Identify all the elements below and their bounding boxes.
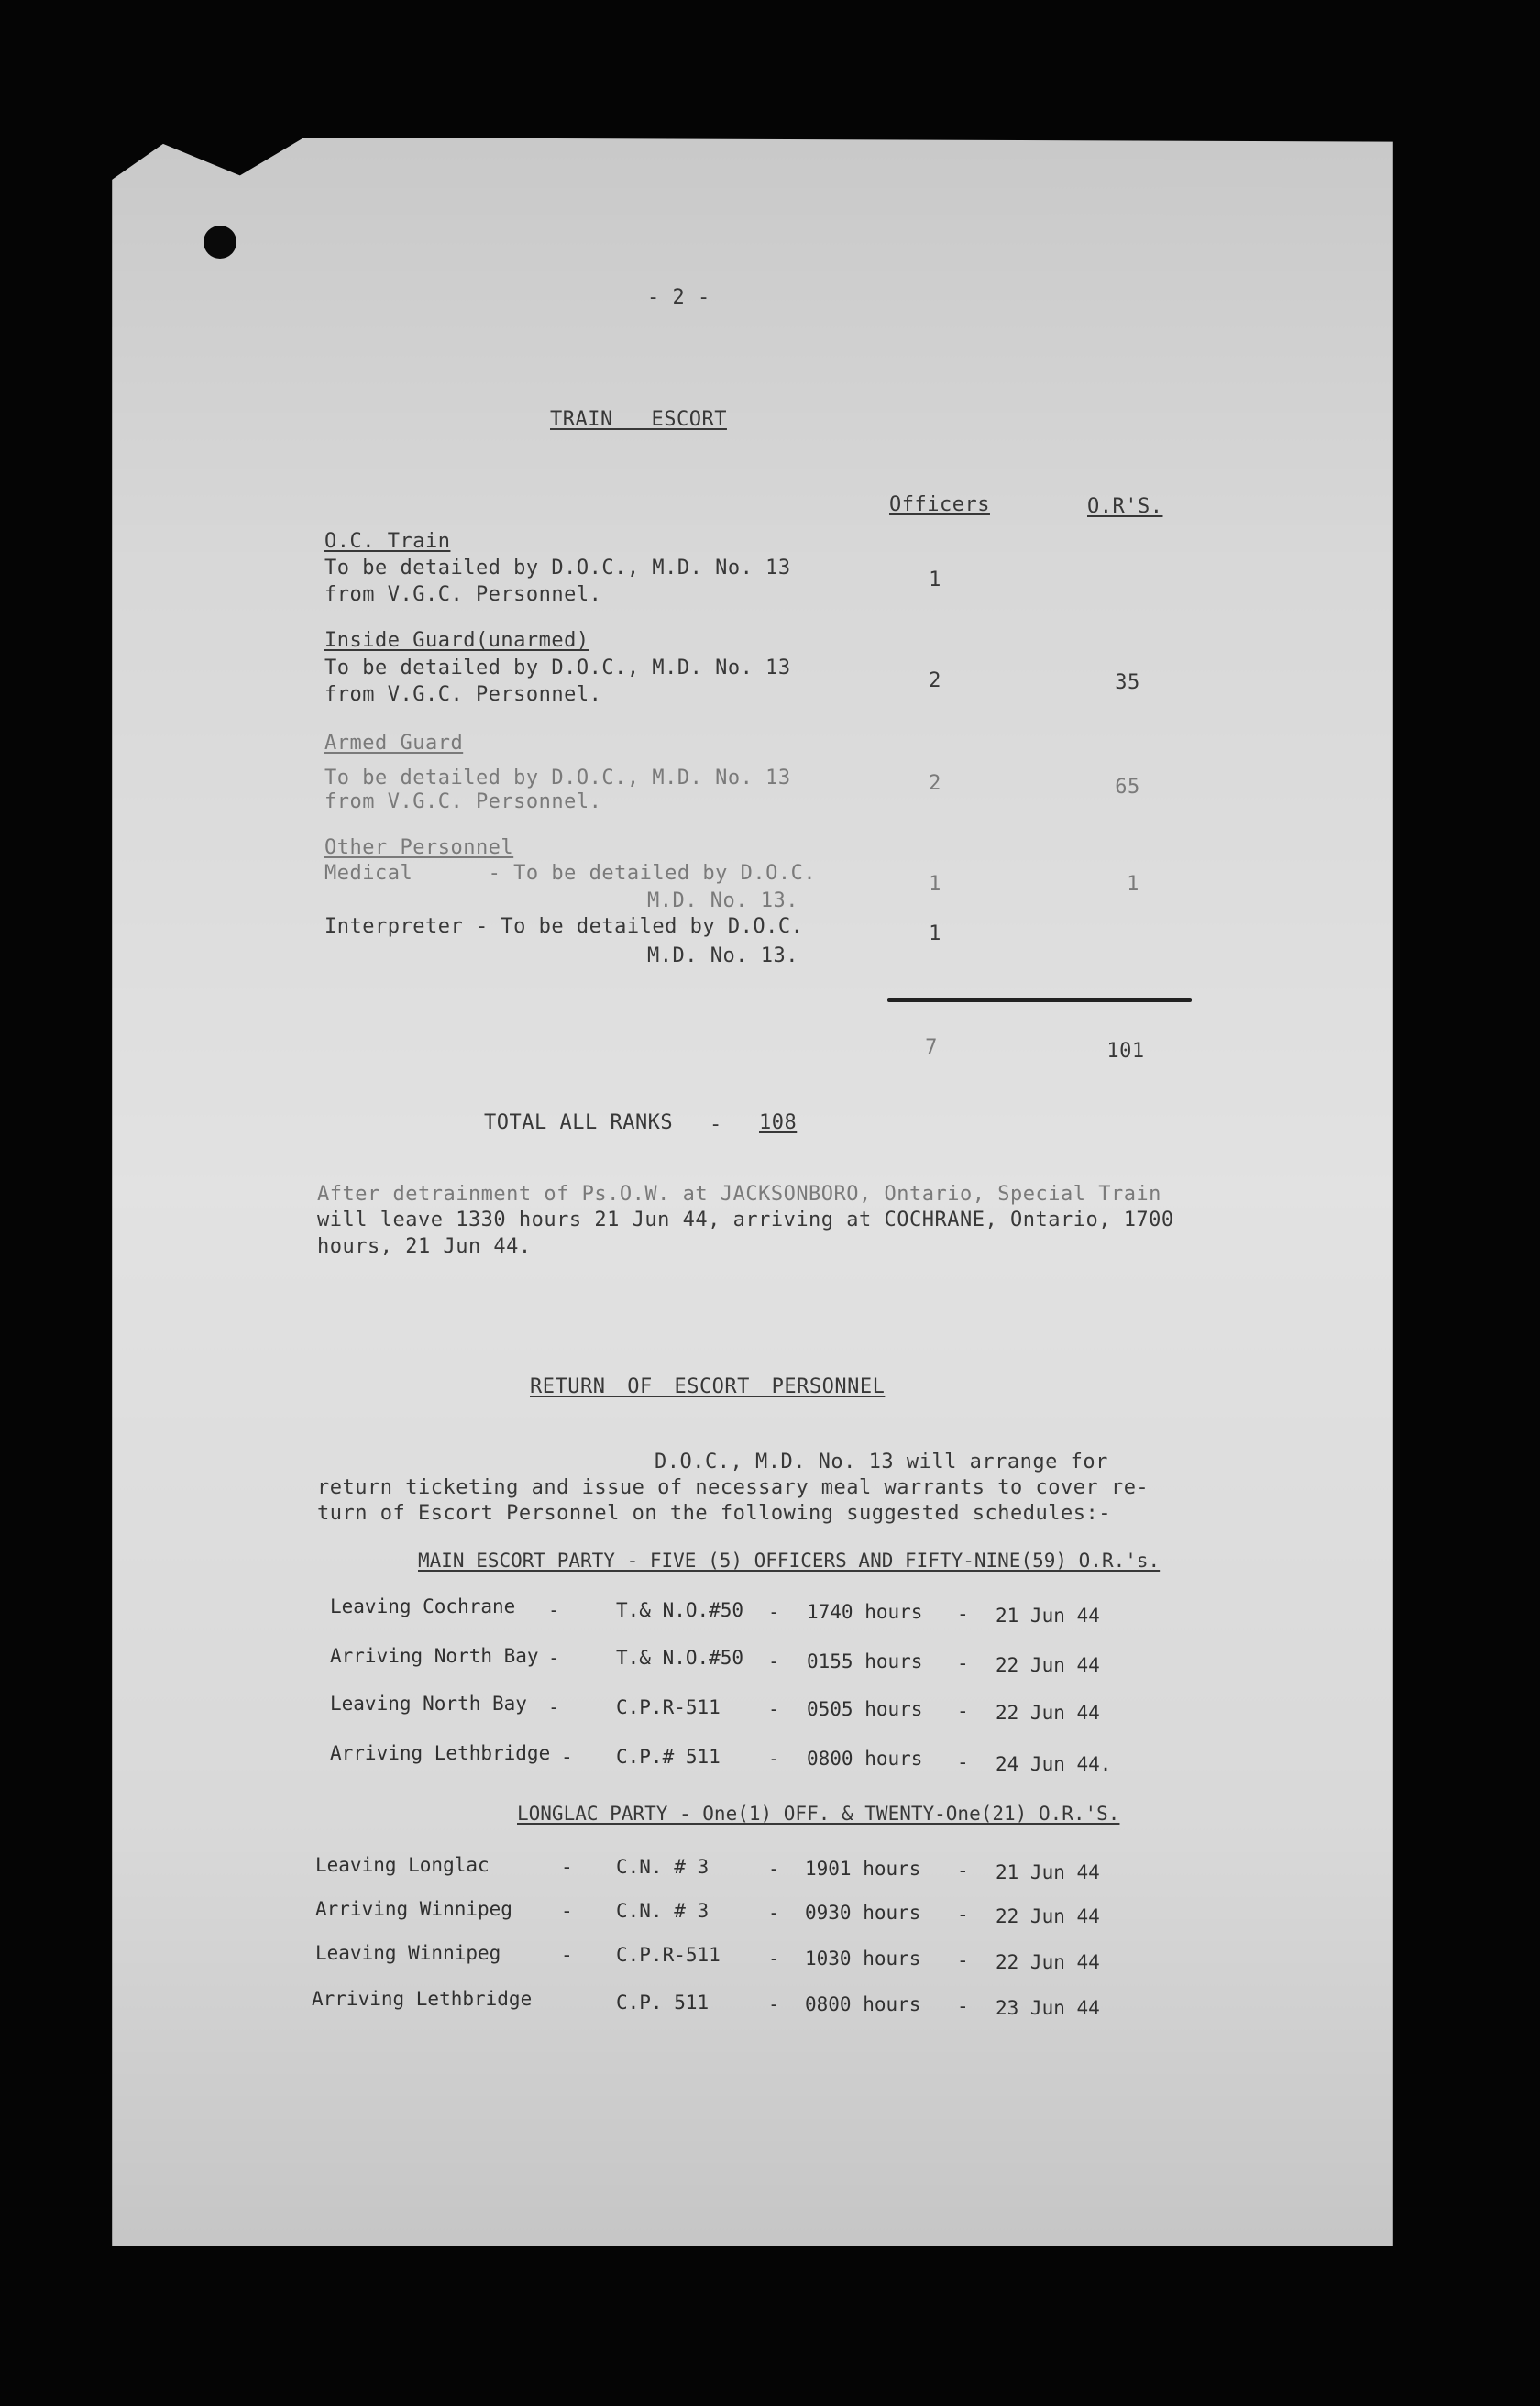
col-officers: Officers: [889, 493, 990, 516]
armed-guard-title: Armed Guard: [324, 732, 464, 755]
return-intro-line2: return ticketing and issue of necessary meal warrants to cover re-: [317, 1476, 1150, 1499]
medical-ors: 1: [1127, 873, 1139, 896]
armed-guard-officers: 2: [929, 772, 941, 795]
main-row-3-train: C.P.R-511: [616, 1696, 720, 1718]
medical-line1: Medical - To be detailed by D.O.C.: [324, 862, 817, 885]
medical-officers: 1: [929, 873, 941, 896]
punch-hole: [204, 226, 236, 259]
longlac-row-4-time: 0800 hours: [805, 1993, 921, 2015]
main-row-3-place: Leaving North Bay: [330, 1693, 527, 1715]
para-line2: will leave 1330 hours 21 Jun 44, arriving at COCHRANE, Ontario, 1700: [317, 1209, 1174, 1231]
total-all-ranks-dash: -: [710, 1113, 722, 1136]
total-all-ranks-value: 108: [759, 1111, 798, 1134]
oc-train-title: O.C. Train: [324, 530, 451, 553]
longlac-row-1-train: C.N. # 3: [616, 1856, 710, 1878]
armed-guard-line2: from V.G.C. Personnel.: [324, 790, 602, 813]
main-row-1-date: 21 Jun 44: [996, 1605, 1100, 1627]
armed-guard-ors: 65: [1115, 776, 1140, 799]
oc-train-line1: To be detailed by D.O.C., M.D. No. 13: [324, 557, 791, 579]
longlac-row-3-train: C.P.R-511: [616, 1944, 720, 1966]
longlac-row-4-place: Arriving Lethbridge: [312, 1988, 533, 2010]
main-row-2-place: Arriving North Bay: [330, 1645, 539, 1667]
longlac-row-2-place: Arriving Winnipeg: [315, 1898, 512, 1920]
inside-guard-ors: 35: [1115, 671, 1140, 694]
return-intro-line3: turn of Escort Personnel on the following suggested schedules:-: [317, 1502, 1111, 1525]
main-row-1-time: 1740 hours: [807, 1601, 923, 1623]
longlac-row-3-date: 22 Jun 44: [996, 1951, 1100, 1973]
longlac-row-2-time: 0930 hours: [805, 1902, 921, 1924]
main-row-2-train: T.& N.O.#50: [616, 1647, 744, 1669]
inside-guard-line2: from V.G.C. Personnel.: [324, 683, 602, 706]
medical-line2: M.D. No. 13.: [647, 889, 798, 912]
main-party-heading: MAIN ESCORT PARTY - FIVE (5) OFFICERS AND FIFTY-NINE(59) O.R.'s.: [418, 1550, 1160, 1572]
longlac-party-heading: LONGLAC PARTY - One(1) OFF. & TWENTY-One(21) O.R.'S.: [517, 1803, 1120, 1825]
para-line1: After detrainment of Ps.O.W. at JACKSONBORO, Ontario, Special Train: [317, 1183, 1161, 1206]
main-row-2-time: 0155 hours: [807, 1650, 923, 1672]
main-row-4-place: Arriving Lethbridge: [330, 1742, 551, 1764]
page-number: - 2 -: [647, 286, 710, 309]
longlac-row-4-train: C.P. 511: [616, 1992, 710, 2014]
longlac-row-2-date: 22 Jun 44: [996, 1905, 1100, 1927]
interpreter-line2: M.D. No. 13.: [647, 944, 798, 967]
main-row-4-train: C.P.# 511: [616, 1746, 720, 1768]
longlac-row-3-time: 1030 hours: [805, 1948, 921, 1970]
main-row-1-place: Leaving Cochrane: [330, 1595, 516, 1617]
main-row-4-time: 0800 hours: [807, 1748, 923, 1770]
main-row-2-date: 22 Jun 44: [996, 1654, 1100, 1676]
other-personnel-title: Other Personnel: [324, 836, 514, 859]
para-line3: hours, 21 Jun 44.: [317, 1235, 532, 1258]
longlac-row-1-time: 1901 hours: [805, 1858, 921, 1880]
total-ors: 101: [1106, 1040, 1145, 1063]
total-officers: 7: [925, 1036, 938, 1059]
total-all-ranks-label: TOTAL ALL RANKS: [484, 1111, 674, 1134]
oc-train-officers: 1: [929, 568, 941, 591]
total-rule: [887, 998, 1192, 1002]
main-row-3-time: 0505 hours: [807, 1698, 923, 1720]
inside-guard-line1: To be detailed by D.O.C., M.D. No. 13: [324, 657, 791, 679]
main-row-3-date: 22 Jun 44: [996, 1702, 1100, 1724]
return-heading: RETURN OF ESCORT PERSONNEL: [530, 1375, 886, 1398]
inside-guard-title: Inside Guard(unarmed): [324, 629, 589, 652]
longlac-row-3-place: Leaving Winnipeg: [315, 1942, 501, 1964]
col-ors: O.R'S.: [1087, 495, 1163, 518]
train-escort-heading: TRAIN ESCORT: [550, 408, 727, 431]
longlac-row-4-date: 23 Jun 44: [996, 1997, 1100, 2019]
interpreter-officers: 1: [929, 922, 941, 945]
main-row-4-date: 24 Jun 44.: [996, 1753, 1112, 1775]
inside-guard-officers: 2: [929, 669, 941, 692]
main-row-1-train: T.& N.O.#50: [616, 1599, 744, 1621]
longlac-row-1-date: 21 Jun 44: [996, 1861, 1100, 1883]
longlac-row-2-train: C.N. # 3: [616, 1900, 710, 1922]
armed-guard-line1: To be detailed by D.O.C., M.D. No. 13: [324, 767, 791, 789]
interpreter-line1: Interpreter - To be detailed by D.O.C.: [324, 915, 804, 938]
oc-train-line2: from V.G.C. Personnel.: [324, 583, 602, 606]
longlac-row-1-place: Leaving Longlac: [315, 1854, 490, 1876]
return-intro-line1: D.O.C., M.D. No. 13 will arrange for: [654, 1451, 1108, 1473]
